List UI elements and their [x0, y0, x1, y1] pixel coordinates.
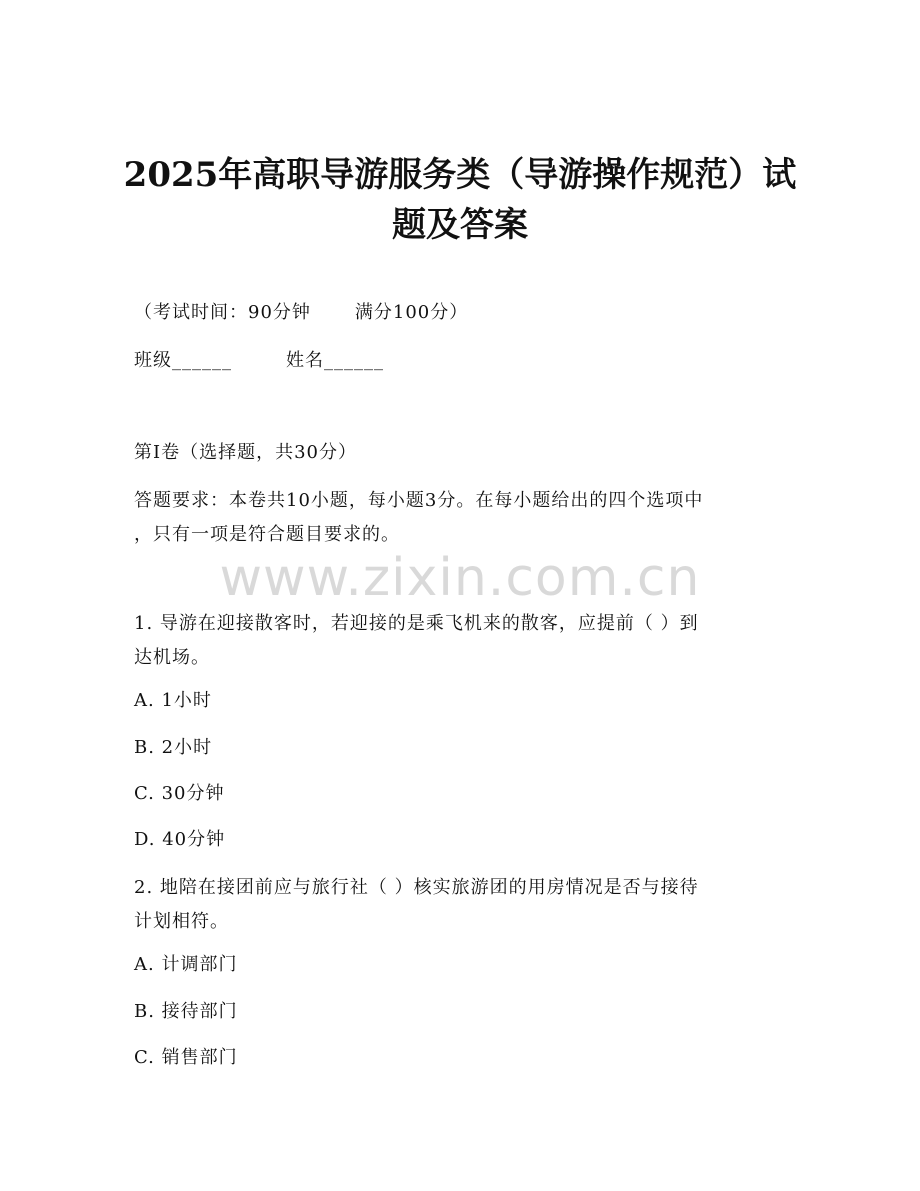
- instructions: [134, 484, 784, 552]
- question-2-option-b: B. 接待部门: [134, 1001, 238, 1022]
- instructions-line-2: ，只有一项是符合题目要求的。: [134, 524, 400, 545]
- question-2-option-c: C. 销售部门: [134, 1047, 238, 1068]
- name-label: 姓名______: [286, 350, 384, 371]
- section-heading: 第I卷（选择题，共30分）: [134, 442, 358, 463]
- question-1-option-d: D. 40分钟: [134, 829, 226, 850]
- question-2-stem: [134, 871, 784, 939]
- watermark: www.zixin.com.cn: [219, 548, 701, 608]
- question-1-option-a: A. 1小时: [134, 690, 212, 711]
- student-info: [134, 346, 384, 376]
- full-score: 满分100分）: [354, 302, 469, 323]
- question-1-option-b: B. 2小时: [134, 737, 213, 758]
- exam-time: （考试时间：90分钟: [134, 302, 311, 323]
- question-1-stem-line-2: 达机场。: [134, 647, 210, 668]
- question-1-option-c: C. 30分钟: [134, 783, 225, 804]
- title-line-1: 2025年高职导游服务类（导游操作规范）试: [123, 155, 797, 195]
- question-1-stem: [134, 607, 784, 675]
- question-2-stem-line-2: 计划相符。: [134, 911, 229, 932]
- class-label: 班级______: [134, 350, 232, 371]
- instructions-line-1: 答题要求：本卷共10小题，每小题3分。在每小题给出的四个选项中: [134, 490, 704, 511]
- question-1-stem-line-1: 1. 导游在迎接散客时，若迎接的是乘飞机来的散客，应提前（ ）到: [134, 613, 699, 634]
- question-2-stem-line-1: 2. 地陪在接团前应与旅行社（ ）核实旅游团的用房情况是否与接待: [134, 877, 699, 898]
- document-title: [120, 150, 800, 250]
- exam-info: [134, 298, 468, 328]
- question-2-option-a: A. 计调部门: [134, 954, 238, 975]
- title-line-2: 题及答案: [392, 205, 528, 245]
